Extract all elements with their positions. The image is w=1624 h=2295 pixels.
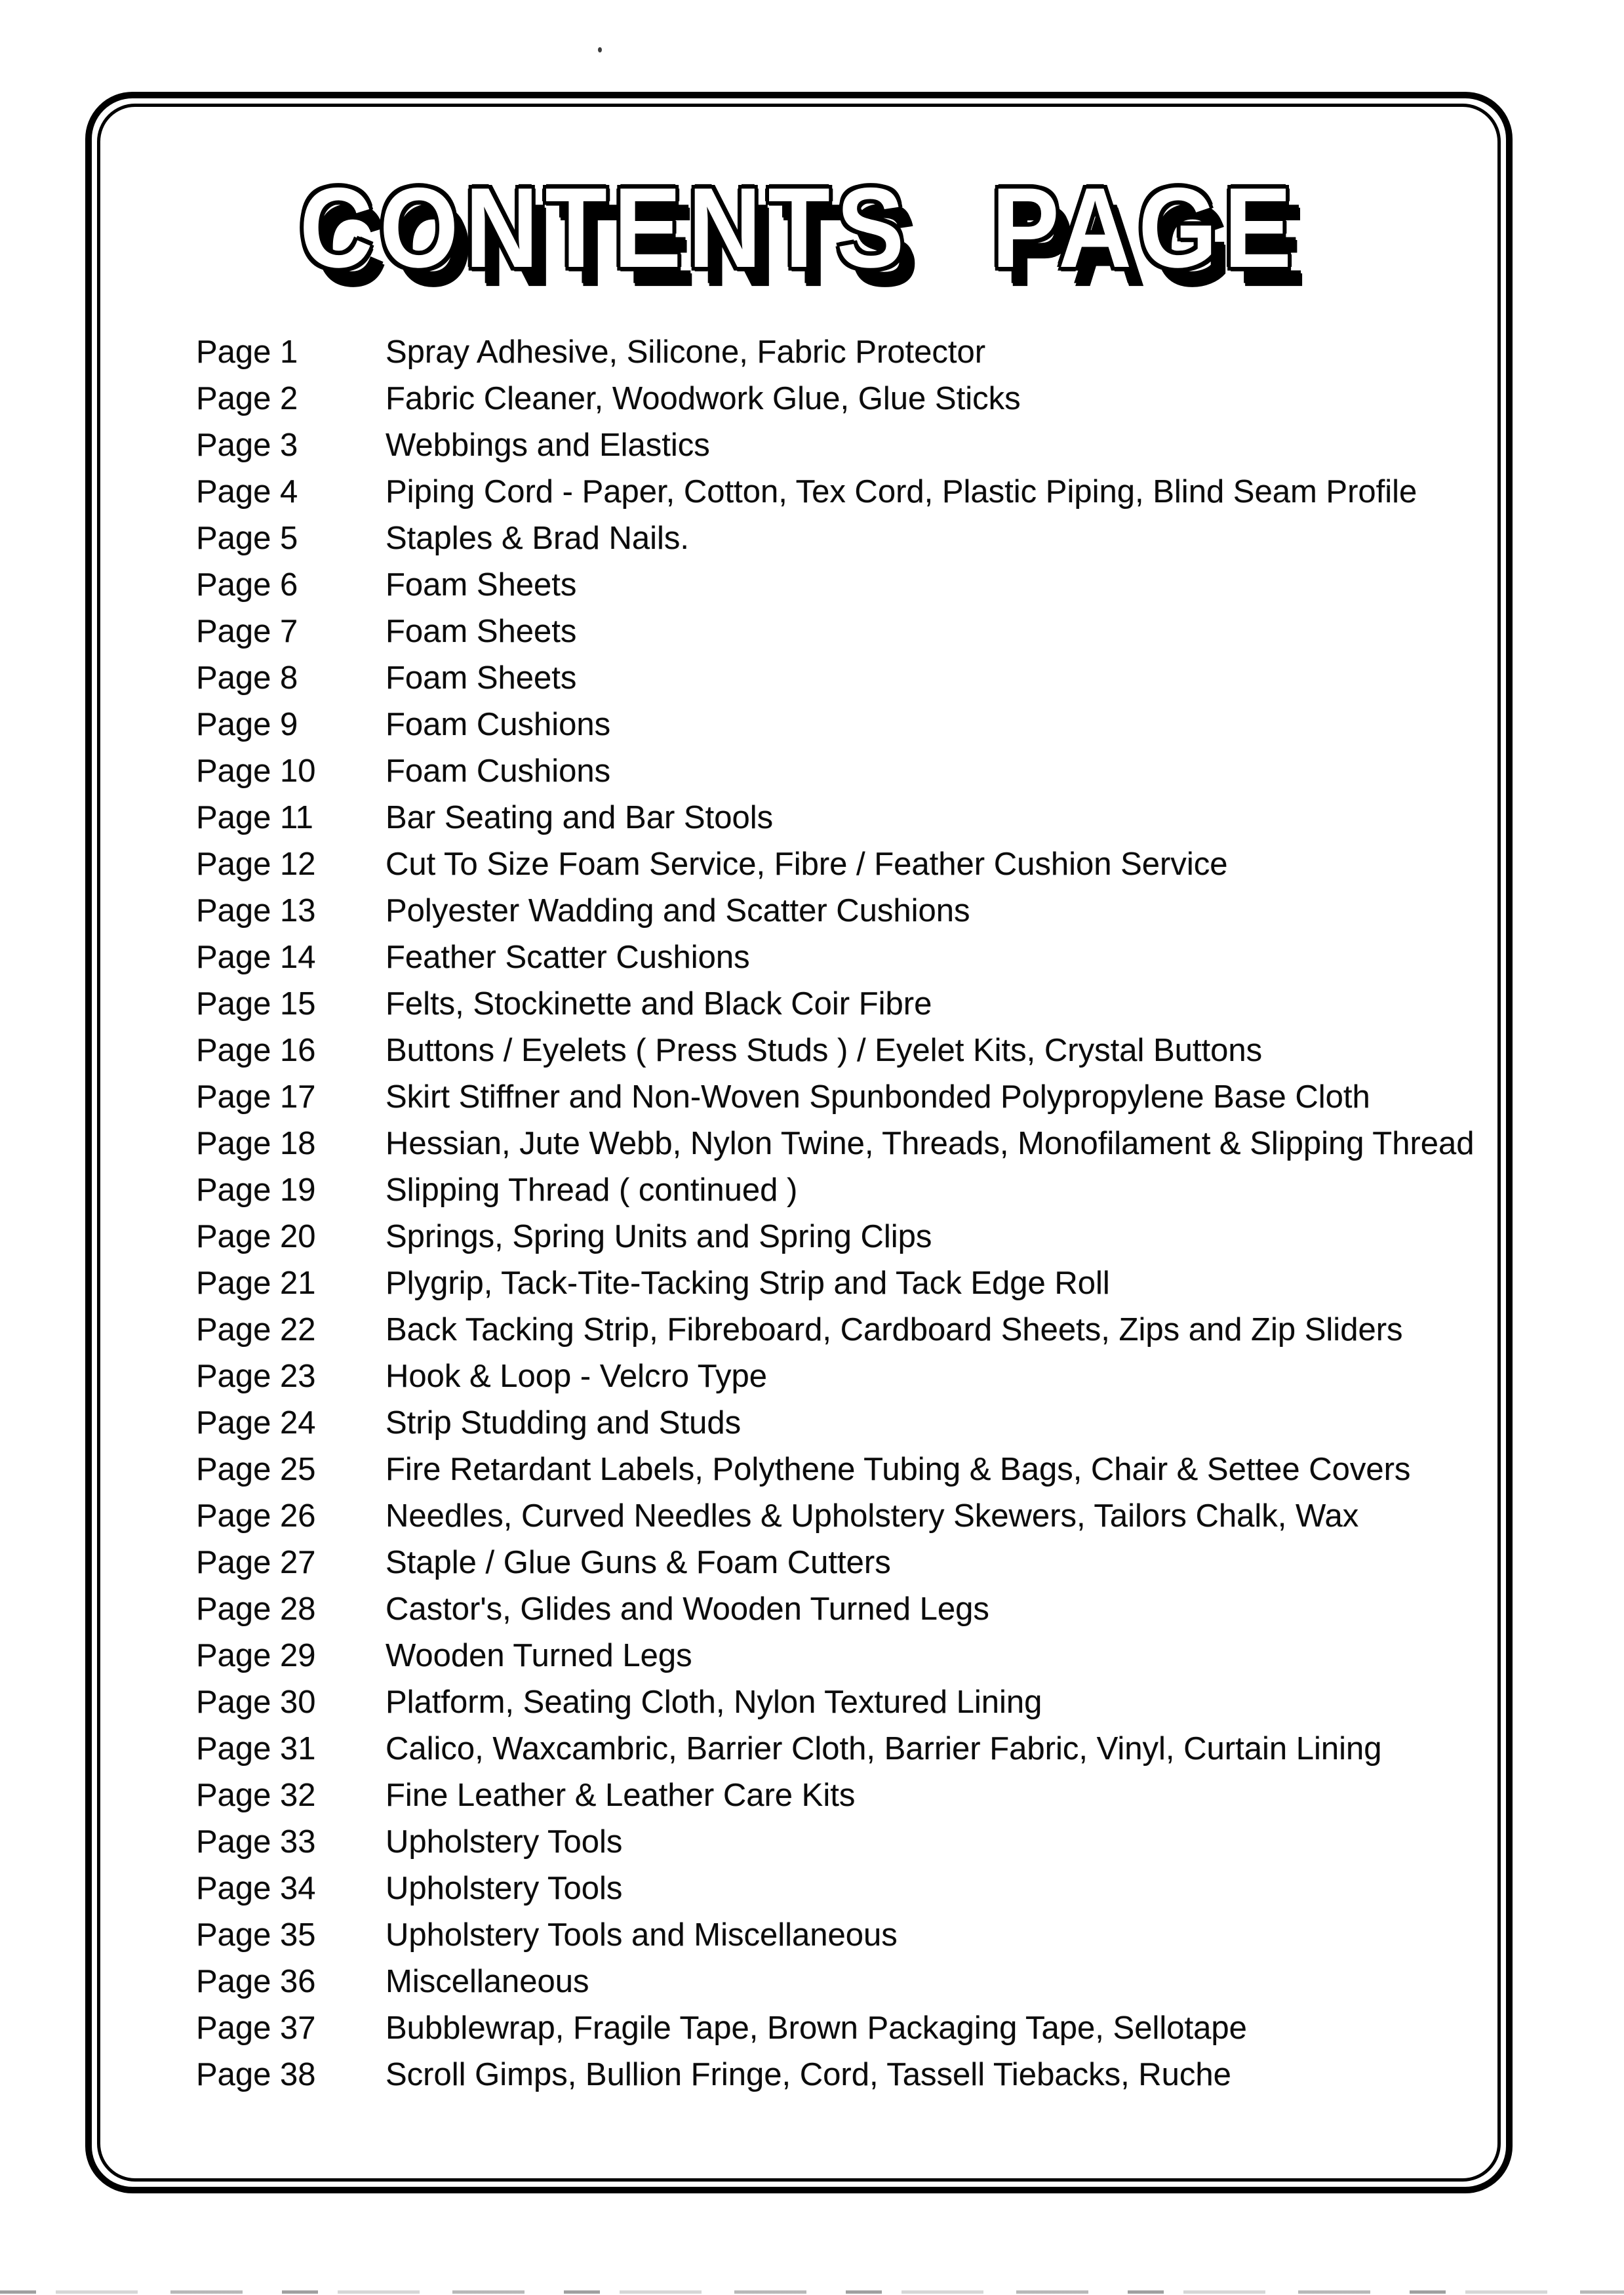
toc-row (196, 2005, 1540, 2052)
toc-page-label: Page 10 (196, 753, 316, 789)
toc-description: Cut To Size Foam Service, Fibre / Feather Cushion Service (386, 847, 1228, 882)
toc-description: Needles, Curved Needles & Upholstery Skewers, Tailors Chalk, Wax (386, 1498, 1359, 1534)
toc-row (196, 1447, 1540, 1493)
toc-page-label: Page 14 (196, 940, 316, 975)
toc-page-label: Page 3 (196, 428, 298, 463)
toc-description: Hessian, Jute Webb, Nylon Twine, Threads, Monofilament & Slipping Thread (386, 1126, 1475, 1161)
toc-row (196, 2052, 1540, 2098)
toc-page-label: Page 7 (196, 614, 298, 649)
toc-row (196, 609, 1540, 655)
toc-page-label: Page 37 (196, 2010, 316, 2046)
toc-description: Strip Studding and Studs (386, 1405, 742, 1441)
toc-list (196, 329, 1540, 2098)
toc-page-label: Page 25 (196, 1452, 316, 1487)
toc-row (196, 1307, 1540, 1353)
toc-row (196, 888, 1540, 934)
toc-description: Buttons / Eyelets ( Press Studs ) / Eyelet Kits, Crystal Buttons (386, 1033, 1263, 1068)
toc-page-label: Page 27 (196, 1545, 316, 1580)
toc-description: Upholstery Tools and Miscellaneous (386, 1917, 898, 1953)
scan-edge-artifact (0, 2290, 1624, 2294)
toc-description: Wooden Turned Legs (386, 1638, 692, 1673)
page-title: CONTENTS PAGE (299, 164, 1299, 291)
toc-description: Platform, Seating Cloth, Nylon Textured Lining (386, 1685, 1042, 1720)
toc-description: Slipping Thread ( continued ) (386, 1172, 798, 1208)
toc-description: Fire Retardant Labels, Polythene Tubing & Bags, Chair & Settee Covers (386, 1452, 1411, 1487)
toc-row (196, 1819, 1540, 1866)
toc-page-label: Page 38 (196, 2057, 316, 2092)
toc-row (196, 795, 1540, 841)
toc-page-label: Page 29 (196, 1638, 316, 1673)
toc-row (196, 1772, 1540, 1819)
toc-description: Staples & Brad Nails. (386, 521, 689, 556)
toc-description: Plygrip, Tack-Tite-Tacking Strip and Tack Edge Roll (386, 1266, 1110, 1301)
toc-page-label: Page 32 (196, 1778, 316, 1813)
toc-description: Foam Sheets (386, 614, 577, 649)
toc-page-label: Page 11 (196, 800, 313, 835)
toc-page-label: Page 17 (196, 1079, 316, 1115)
toc-page-label: Page 16 (196, 1033, 316, 1068)
toc-row (196, 841, 1540, 888)
scan-dot-artifact (598, 47, 602, 52)
toc-page-label: Page 2 (196, 381, 298, 416)
toc-page-label: Page 13 (196, 893, 316, 928)
toc-row (196, 655, 1540, 702)
toc-page-label: Page 6 (196, 567, 298, 603)
toc-description: Bubblewrap, Fragile Tape, Brown Packaging Tape, Sellotape (386, 2010, 1247, 2046)
toc-row (196, 1912, 1540, 1959)
toc-description: Staple / Glue Guns & Foam Cutters (386, 1545, 891, 1580)
toc-row (196, 1959, 1540, 2005)
toc-page-label: Page 36 (196, 1964, 316, 1999)
toc-page-label: Page 19 (196, 1172, 316, 1208)
toc-page-label: Page 24 (196, 1405, 316, 1441)
toc-row (196, 702, 1540, 748)
toc-page-label: Page 34 (196, 1871, 316, 1906)
toc-page-label: Page 12 (196, 847, 316, 882)
toc-row (196, 748, 1540, 795)
toc-row (196, 1586, 1540, 1633)
toc-description: Scroll Gimps, Bullion Fringe, Cord, Tassell Tiebacks, Ruche (386, 2057, 1231, 2092)
toc-row (196, 1633, 1540, 1679)
toc-row (196, 1679, 1540, 1726)
toc-page-label: Page 9 (196, 707, 298, 742)
toc-description: Foam Sheets (386, 660, 577, 696)
toc-page-label: Page 30 (196, 1685, 316, 1720)
toc-description: Foam Sheets (386, 567, 577, 603)
toc-row (196, 1353, 1540, 1400)
toc-page-label: Page 28 (196, 1591, 316, 1627)
toc-row (196, 1726, 1540, 1772)
toc-page-label: Page 1 (196, 334, 298, 370)
toc-row (196, 329, 1540, 376)
toc-page-label: Page 22 (196, 1312, 316, 1347)
toc-description: Polyester Wadding and Scatter Cushions (386, 893, 970, 928)
toc-row (196, 1866, 1540, 1912)
toc-page-label: Page 15 (196, 986, 316, 1022)
toc-row (196, 1074, 1540, 1121)
toc-description: Skirt Stiffner and Non-Woven Spunbonded Polypropylene Base Cloth (386, 1079, 1370, 1115)
toc-row (196, 1121, 1540, 1167)
toc-description: Bar Seating and Bar Stools (386, 800, 774, 835)
toc-page-label: Page 20 (196, 1219, 316, 1254)
toc-description: Foam Cushions (386, 753, 611, 789)
toc-description: Webbings and Elastics (386, 428, 710, 463)
toc-description: Miscellaneous (386, 1964, 589, 1999)
toc-description: Spray Adhesive, Silicone, Fabric Protector (386, 334, 986, 370)
toc-row (196, 469, 1540, 515)
toc-page-label: Page 26 (196, 1498, 316, 1534)
toc-description: Fabric Cleaner, Woodwork Glue, Glue Sticks (386, 381, 1021, 416)
toc-page-label: Page 5 (196, 521, 298, 556)
toc-row (196, 981, 1540, 1028)
toc-description: Foam Cushions (386, 707, 611, 742)
toc-page-label: Page 23 (196, 1359, 316, 1394)
toc-row (196, 934, 1540, 981)
toc-page-label: Page 8 (196, 660, 298, 696)
toc-row (196, 1214, 1540, 1260)
toc-page-label: Page 21 (196, 1266, 316, 1301)
toc-page-label: Page 35 (196, 1917, 316, 1953)
toc-row (196, 1493, 1540, 1540)
toc-description: Feather Scatter Cushions (386, 940, 750, 975)
toc-row (196, 1167, 1540, 1214)
toc-page-label: Page 31 (196, 1731, 316, 1766)
toc-description: Piping Cord - Paper, Cotton, Tex Cord, Plastic Piping, Blind Seam Profile (386, 474, 1417, 509)
toc-row (196, 515, 1540, 562)
toc-description: Hook & Loop - Velcro Type (386, 1359, 767, 1394)
title-container (85, 163, 1513, 291)
toc-row (196, 376, 1540, 422)
toc-page-label: Page 33 (196, 1824, 316, 1860)
toc-description: Felts, Stockinette and Black Coir Fibre (386, 986, 932, 1022)
toc-page-label: Page 18 (196, 1126, 316, 1161)
toc-row (196, 1028, 1540, 1074)
toc-page-label: Page 4 (196, 474, 298, 509)
toc-description: Castor's, Glides and Wooden Turned Legs (386, 1591, 989, 1627)
toc-row (196, 422, 1540, 469)
toc-description: Back Tacking Strip, Fibreboard, Cardboard Sheets, Zips and Zip Sliders (386, 1312, 1403, 1347)
toc-row (196, 1400, 1540, 1447)
toc-description: Fine Leather & Leather Care Kits (386, 1778, 856, 1813)
toc-row (196, 1540, 1540, 1586)
toc-description: Calico, Waxcambric, Barrier Cloth, Barrier Fabric, Vinyl, Curtain Lining (386, 1731, 1382, 1766)
toc-description: Upholstery Tools (386, 1871, 623, 1906)
toc-row (196, 562, 1540, 609)
toc-row (196, 1260, 1540, 1307)
toc-description: Upholstery Tools (386, 1824, 623, 1860)
toc-description: Springs, Spring Units and Spring Clips (386, 1219, 932, 1254)
